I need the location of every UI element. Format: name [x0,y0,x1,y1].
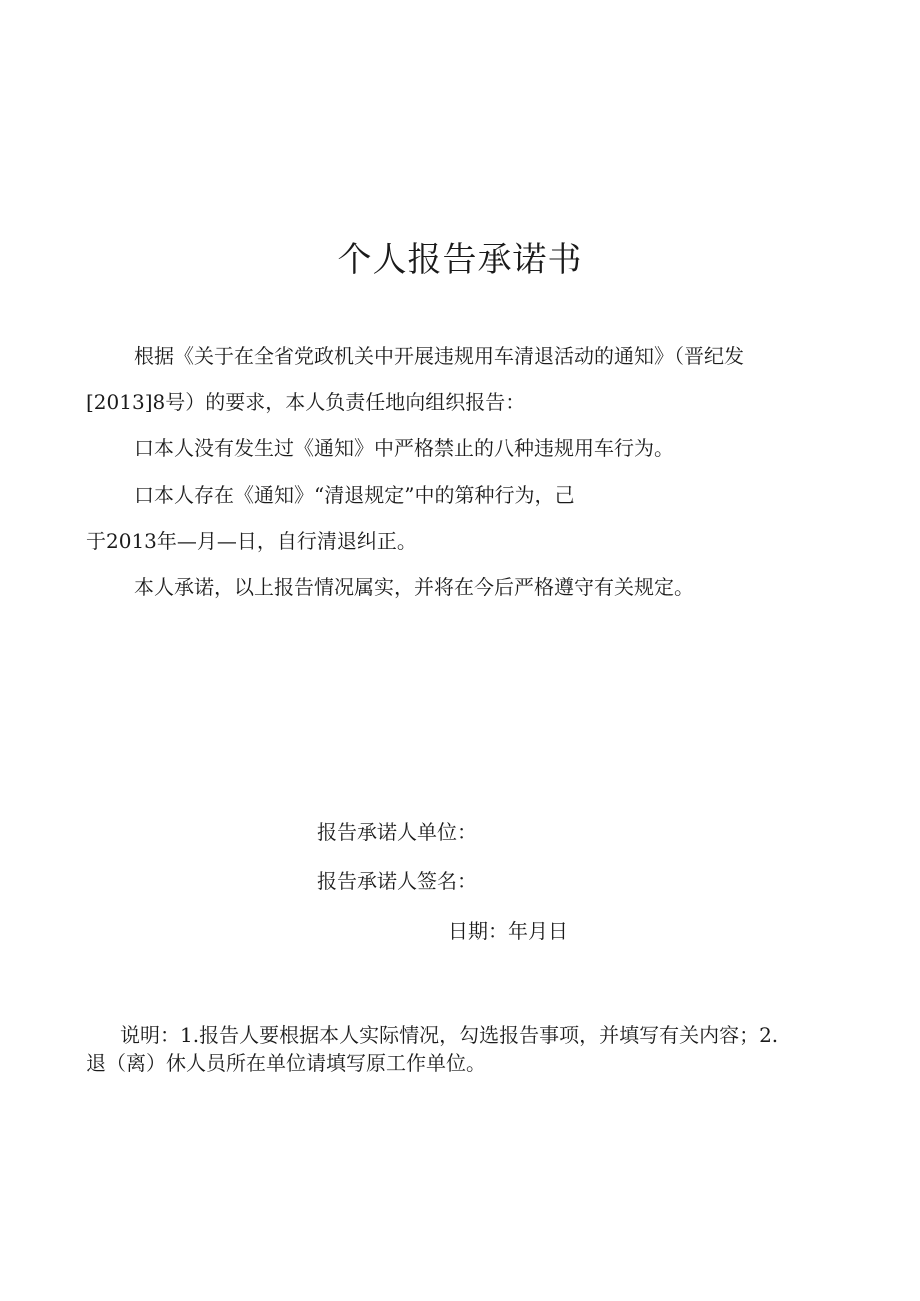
option-violation-continuation: 于2013年—月—日，自行清退纠正。 [86,529,417,553]
option-no-violation [134,433,674,463]
date-label: 日期：年月日 [448,919,568,943]
checkbox-violation[interactable]: 口 [134,483,154,507]
note-line-2: 退（离）休人员所在单位请填写原工作单位。 [86,1051,486,1075]
document-title: 个人报告承诺书 [337,240,583,280]
commitment-statement: 本人承诺，以上报告情况属实，并将在今后严格遵守有关规定。 [134,575,694,599]
intro-line-2: [2013]8号）的要求，本人负责任地向组织报告： [86,390,526,414]
option-violation-text: 本人存在《通知》“清退规定”中的第种行为，己 [154,483,575,507]
option-no-violation-text: 本人没有发生过《通知》中严格禁止的八种违规用车行为。 [154,436,674,460]
option-violation [134,480,574,510]
reporter-unit-label: 报告承诺人单位： [317,820,477,844]
checkbox-no-violation[interactable]: 口 [134,436,154,460]
note-line-1: 说明：1.报告人要根据本人实际情况，勾选报告事项，并填写有关内容；2. [120,1023,779,1047]
reporter-signature-label: 报告承诺人签名： [317,869,477,893]
intro-line-1: 根据《关于在全省党政机关中开展违规用车清退活动的通知》（晋纪发 [134,344,744,368]
